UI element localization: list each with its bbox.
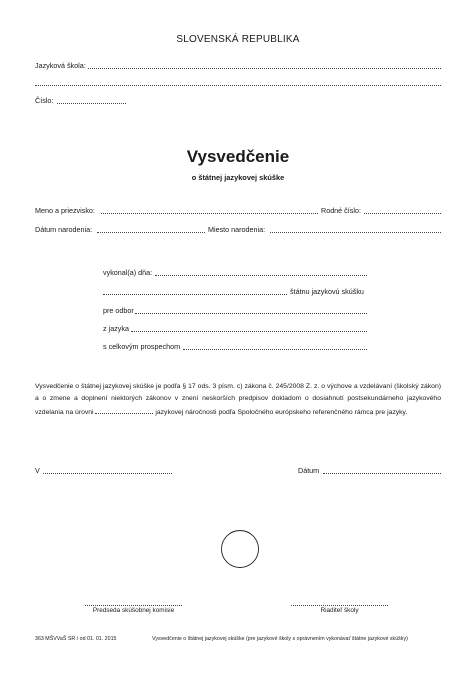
field-of-study-label: pre odbor <box>103 306 134 315</box>
legal-paragraph <box>35 381 441 419</box>
overall-result-label: s celkovým prospechom <box>103 342 181 351</box>
country-heading: SLOVENSKÁ REPUBLIKA <box>176 34 300 45</box>
seal-circle <box>220 529 260 569</box>
school-label: Jazyková škola: <box>35 61 86 70</box>
chair-signature-line[interactable] <box>85 605 182 606</box>
director-signature-label: Riaditeľ školy <box>320 607 359 614</box>
field-of-study-field[interactable] <box>135 313 367 314</box>
state-exam-label: štátnu jazykovú skúšku <box>290 287 364 296</box>
passed-on-label: vykonal(a) dňa: <box>103 268 153 277</box>
place-field[interactable] <box>43 473 172 474</box>
exam-level-field[interactable] <box>103 294 287 295</box>
number-label: Číslo: <box>35 96 54 105</box>
director-signature-line[interactable] <box>291 605 388 606</box>
name-field[interactable] <box>101 213 318 214</box>
language-label: z jazyka <box>103 324 129 333</box>
overall-result-field[interactable] <box>183 349 367 350</box>
birth-number-label: Rodné číslo: <box>321 206 361 215</box>
level-field[interactable] <box>95 406 153 414</box>
birth-date-label: Dátum narodenia: <box>35 225 93 234</box>
document-title: Vysvedčenie <box>186 147 290 166</box>
name-label: Meno a priezvisko: <box>35 206 95 215</box>
place-label: V <box>35 466 40 475</box>
school-field[interactable] <box>88 68 441 69</box>
document-subtitle: o štátnej jazykovej skúške <box>191 173 285 182</box>
chair-signature-label: Predseda skúšobnej komisie <box>92 607 175 614</box>
number-field[interactable] <box>57 103 126 104</box>
footer-form-code: 363 MŠVVaŠ SR / od 01. 01. 2015 <box>35 636 117 642</box>
birth-date-field[interactable] <box>97 232 205 233</box>
date-label: Dátum <box>298 466 320 475</box>
language-field[interactable] <box>131 331 367 332</box>
school-field-continued[interactable] <box>35 85 441 86</box>
legal-text-part2: jazykovej náročnosti podľa Spoločného európskeho referenčného rámca pre jazyky. <box>155 408 408 416</box>
birth-place-label: Miesto narodenia: <box>208 225 266 234</box>
birth-number-field[interactable] <box>364 213 441 214</box>
date-field[interactable] <box>323 473 441 474</box>
legal-text-part1: Vysvedčenie o štátnej jazykovej skúške je podľa § 17 ods. 3 písm. c) zákona č. 245/2008 Z. z. o výchove a vzdelávaní (školský zákon) a o zmene a doplnení niektorých zákonov v znení neskorších predpisov dokladom o dosiahnutí postsekundárneho jazykového vzdelania na úrovni <box>35 383 441 416</box>
birth-place-field[interactable] <box>270 232 441 233</box>
passed-on-field[interactable] <box>155 275 367 276</box>
footer-form-description: Vysvedčenie o štátnej jazykovej skúške (pre jazykové školy s oprávnením vykonávať štátne jazykové skúšky) <box>152 636 408 642</box>
